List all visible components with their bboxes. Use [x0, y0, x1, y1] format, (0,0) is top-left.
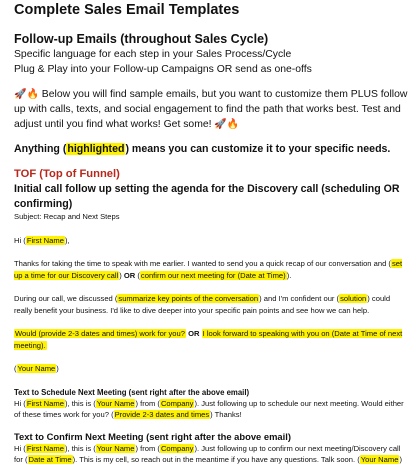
confirm-first-name-placeholder: First Name: [26, 443, 64, 453]
customize-note-before: Anything (: [14, 143, 67, 155]
schedule-company-placeholder: Company: [160, 398, 194, 408]
schedule-b: ), this is (: [64, 398, 96, 408]
rocket-fire-emoji-icon-tail: 🚀🔥: [214, 119, 240, 130]
confirm-your-name-placeholder-2: Your Name: [360, 455, 399, 464]
confirm-your-name-placeholder: Your Name: [96, 443, 135, 453]
schedule-text-body: [14, 398, 408, 421]
greeting-pre: Hi (: [14, 235, 26, 245]
schedule-a: Hi (: [14, 398, 26, 408]
schedule-first-name-placeholder: First Name: [26, 398, 64, 408]
confirm-text-heading: Text to Confirm Next Meeting (sent right after the above email): [14, 430, 291, 442]
confirm-d: ). Just following up to confirm our next meeting/Discovery call for (: [14, 443, 401, 464]
p1-text-d: ).: [286, 270, 292, 280]
schedule-d: ). Just following up to schedule our next meeting. Would either of these times work for you? (: [14, 398, 404, 419]
followup-line-2: Plug & Play into your Follow-up Campaigns OR send as one-offs: [14, 64, 312, 75]
confirm-b: ), this is (: [64, 443, 96, 453]
p2-text-b: ) and I'm confident our (: [259, 294, 340, 303]
confirm-e: ). This is my cell, so reach out in the meantime if you have any questions. Talk soon. (: [72, 455, 360, 464]
intro-paragraph: [14, 87, 408, 132]
first-name-placeholder: First Name: [26, 235, 64, 245]
email-greeting: [14, 235, 408, 247]
email-signature: [14, 363, 408, 375]
confirm-date-placeholder: Date at Time: [28, 455, 72, 464]
confirm-text-body: [14, 443, 408, 466]
confirm-meeting-placeholder: confirm our next meeting for (Date at Time): [140, 270, 286, 280]
signature-pre: (: [14, 364, 17, 373]
p3-or: OR: [185, 329, 202, 338]
your-name-placeholder: Your Name: [17, 364, 56, 373]
confirm-c: ) from (: [135, 443, 160, 453]
followup-line-1: Specific language for each step in your Sales Process/Cycle: [14, 49, 292, 60]
customize-note: [14, 142, 408, 157]
p1-text-a: Thanks for taking the time to speak with me earlier. I wanted to send you a quick recap of our conversation and (: [14, 259, 391, 268]
confirm-company-placeholder: Company: [160, 443, 194, 453]
confirm-f: ): [399, 455, 402, 464]
confirm-a: Hi (: [14, 443, 26, 453]
p1-text-c: (: [135, 270, 140, 280]
signature-post: ): [56, 364, 59, 373]
intro-text: Below you will find sample emails, but you want to customize them PLUS follow up with calls, texts, and social engagement to find the path that works best. Test and adjust until you find what works! Get some!: [14, 89, 408, 130]
schedule-c: ) from (: [135, 398, 160, 408]
solution-placeholder: solution: [340, 294, 367, 303]
email-paragraph-3: [14, 328, 408, 351]
highlighted-word: highlighted: [67, 143, 125, 155]
tof-section-heading: Initial call follow up setting the agenda for the Discovery call (scheduling OR confirming): [14, 183, 400, 210]
schedule-dates-placeholder: Provide 2-3 dates and times: [114, 410, 210, 419]
schedule-text-label: Text to Schedule Next Meeting (sent right after the above email): [14, 387, 250, 397]
schedule-e: ) Thanks!: [210, 410, 242, 419]
followup-heading: Follow-up Emails (throughout Sales Cycle): [14, 32, 269, 46]
email-paragraph-1: [14, 258, 408, 281]
dates-option-placeholder: Would (provide 2-3 dates and times) work for you?: [15, 329, 185, 338]
p2-text-c: ) could really benefit your business. I'd like to dive deeper into your specific pain points and see how we can help.: [14, 294, 391, 315]
summary-placeholder: summarize key points of the conversation: [118, 294, 259, 303]
look-forward-placeholder: I look forward to speaking with you on (Date at Time of next meeting).: [14, 329, 403, 350]
email-paragraph-2: [14, 293, 408, 316]
p2-text-a: During our call, we discussed (: [14, 294, 118, 303]
tof-label: TOF (Top of Funnel): [14, 168, 120, 180]
p1-or: OR: [123, 270, 136, 280]
customize-note-after: ) means you can customize it to your specific needs.: [125, 143, 391, 155]
discovery-call-placeholder: set up a time for our Discovery call: [14, 259, 403, 280]
page-title: Complete Sales Email Templates: [14, 2, 240, 18]
rocket-fire-emoji-icon: 🚀🔥: [14, 89, 39, 100]
email-subject: Subject: Recap and Next Steps: [14, 212, 120, 221]
schedule-your-name-placeholder: Your Name: [96, 398, 135, 408]
p1-text-b: ): [119, 270, 124, 280]
greeting-post: ),: [64, 235, 70, 245]
